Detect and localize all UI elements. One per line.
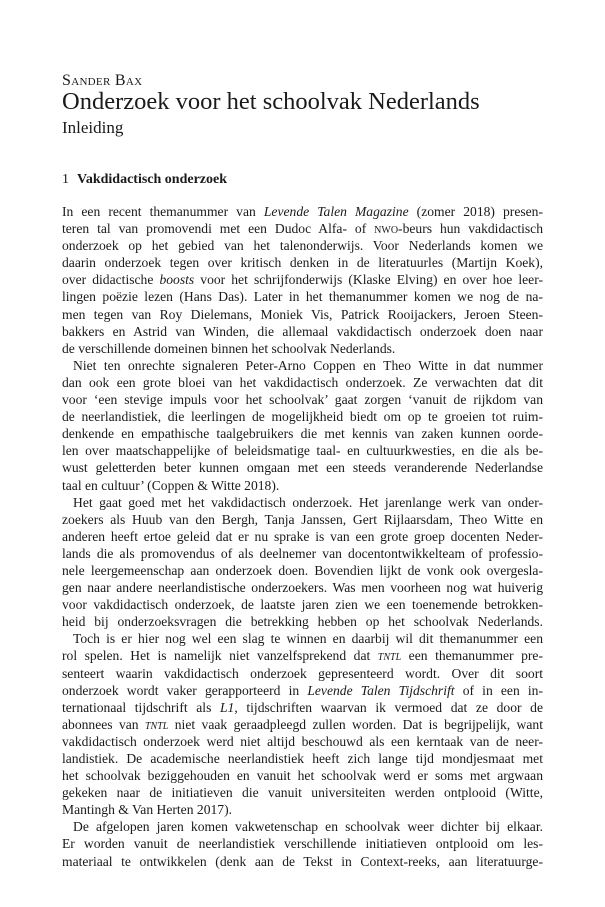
text-line: abonnees van tntl niet vaak geraadpleegd zullen worden. Dat is begrijpelijk, want — [62, 716, 543, 732]
section-heading — [62, 172, 227, 188]
text-line: materiaal te ontwikkelen (denk aan de Tekst in Context-reeks, aan literatuurge- — [62, 853, 543, 869]
text-line: Het gaat goed met het vakdidactisch onderzoek. Het jarenlange werk van onder- — [73, 494, 543, 510]
text-line: heid bij onderzoeksvragen die betrekking hebben op het schoolvak Nederlands. — [62, 614, 543, 630]
text-line: de neerlandistiek, die leerlingen de mogelijkheid biedt om op te groeien tot ruim- — [62, 409, 543, 425]
text-line: teren tal van promovendi met een Dudoc Alfa- of nwo-beurs hun vakdidactisch — [62, 221, 543, 237]
text-line: zoekers als Huub van den Bergh, Tanja Janssen, Gert Rijlaarsdam, Theo Witte en — [62, 511, 543, 527]
text-line: het schoolvak beziggehouden en vanuit het schoolvak werd er soms met argwaan — [62, 768, 543, 784]
text-line: rol spelen. Het is namelijk niet vanzelfsprekend dat tntl een themanummer pre- — [62, 648, 543, 664]
italic-text: Levende Talen Tijdschrift — [307, 682, 455, 698]
text-line: len over maatschappelijke of beleidsmatige taal- en cultuurkwesties, en die als be- — [62, 443, 543, 459]
italic-text: L1 — [219, 699, 235, 715]
author-name: Sander Bax — [62, 72, 143, 89]
section-title: Vakdidactisch onderzoek — [77, 172, 228, 187]
text-line: daarin onderzoek tegen over kritisch denken in de literatuurles (Martijn Koek), — [62, 255, 543, 271]
small-caps-text: nwo — [374, 221, 399, 237]
text-line: denkende en empathische taalgebruikers die met kennis van zaken kunnen oorde- — [62, 426, 543, 442]
journal-abbreviation: tntl — [377, 648, 402, 664]
text-line: voor ‘een stevige impuls voor het schoolvak’ gaat zorgen ‘vanuit de rijkdom van — [62, 392, 543, 408]
text-line: Niet ten onrechte signaleren Peter-Arno Coppen en Theo Witte in dat nummer — [73, 357, 543, 373]
text-line: Er worden vanuit de neerlandistiek verschillende initiatieven ontplooid om les- — [62, 836, 543, 852]
text-line: de verschillende domeinen binnen het schoolvak Nederlands. — [62, 340, 396, 356]
text-line: Mantingh & Van Herten 2017). — [62, 802, 233, 818]
text-line: wust geletterden beter kunnen omgaan met een steeds veranderende Nederlandse — [62, 460, 543, 476]
text-line: dan ook een grote bloei van het vakdidactisch onderzoek. Ze verwachten dat dit — [62, 374, 543, 390]
italic-text: boosts — [159, 272, 195, 288]
text-line: onderzoek wordt vaker gerapporteerd in Levende Talen Tijdschrift of in een in- — [62, 682, 544, 698]
text-line: onderzoek op het gebied van het talenonderwijs. Voor Nederlands komen we — [62, 238, 543, 254]
text-line: De afgelopen jaren komen vakwetenschap en schoolvak weer dichter bij elkaar. — [73, 819, 543, 835]
text-line: gekeken naar de initiatieven die vanuit universiteiten werden ontplooid (Witte, — [62, 785, 543, 801]
section-number: 1 — [62, 172, 69, 187]
text-line: voor vakdidactisch onderzoek, de laatste jaren zien we een toenemende betrokken- — [62, 597, 543, 613]
article-subtitle: Inleiding — [62, 118, 124, 137]
text-line: lingen poëzie lezen (Hans Das). Later in het themanummer komen we nog de na- — [62, 289, 543, 305]
text-line: ternationaal tijdschrift als L1, tijdschriften waarvan ik vermoed dat ze door de — [62, 699, 543, 715]
text-line: bakkers en Astrid van Winden, die allemaal vakdidactisch onderzoek doen naar — [62, 323, 543, 339]
text-line: over didactische boosts voor het schrijfonderwijs (Klaske Elving) en over hoe leer- — [62, 272, 543, 288]
text-line: nele leergemeenschap aan onderzoek doen. Bovendien lijkt de vonk ook overgesla- — [62, 562, 543, 578]
text-line: gen naar andere neerlandistische onderzoekers. Was men voorheen nog wat huiverig — [62, 580, 543, 596]
text-line: landistiek. De academische neerlandistiek heeft zich lange tijd mondjesmaat met — [62, 751, 543, 766]
article-title: Onderzoek voor het schoolvak Nederlands — [62, 88, 480, 115]
text-line: lands die als promovendus of als deelnemer van docentontwikkelteam of professio- — [62, 545, 543, 561]
text-line: anderen heeft ertoe geleid dat er nu sprake is van een grote groep docenten Neder- — [62, 528, 543, 544]
text-line: men tegen van Roy Dielemans, Moniek Vis, Patrick Rooijackers, Jeroen Steen- — [62, 306, 543, 322]
journal-abbreviation: tntl — [145, 716, 169, 732]
italic-text: Levende Talen Magazine — [263, 204, 409, 219]
text-line: senteert waarin vakdidactisch onderzoek gepresenteerd wordt. Over dit soort — [62, 665, 543, 681]
text-line: In een recent themanummer van Levende Talen Magazine (zomer 2018) presen- — [62, 204, 544, 219]
text-line: vakdidactisch onderzoek werd niet altijd beschouwd als een kerntaak van de neer- — [62, 733, 543, 749]
body-text — [62, 203, 543, 870]
text-line: taal en cultuur’ (Coppen & Witte 2018). — [62, 477, 280, 493]
text-line: Toch is er hier nog wel een slag te winnen en daarbij wil dit themanummer een — [73, 631, 543, 647]
